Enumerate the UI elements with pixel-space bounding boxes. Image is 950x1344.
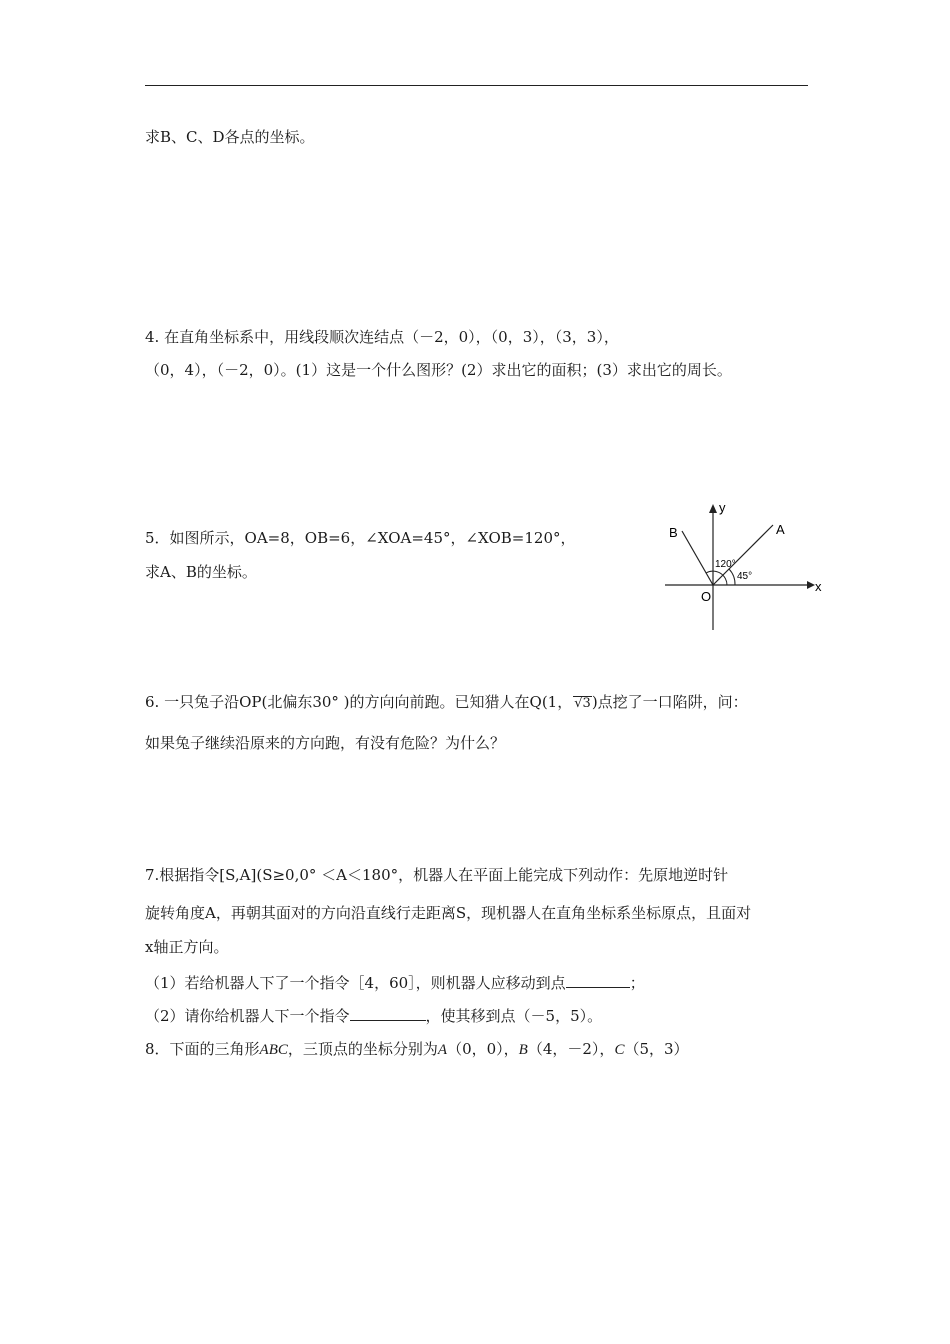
sqrt-radicand: 3 — [582, 696, 591, 711]
q8-c-coord: （5，3） — [624, 1040, 689, 1058]
header-rule — [145, 85, 808, 86]
q4-line1: 4. 在直角坐标系中，用线段顺次连结点（－2，0），（0，3），（3，3）， — [145, 328, 619, 346]
q7-sub2-end: ，使其移到点（－5，5）。 — [425, 1007, 603, 1025]
q7-sub2 — [145, 1005, 602, 1026]
q6-line1 — [145, 692, 748, 712]
answer-blank-2[interactable] — [350, 1005, 426, 1021]
q8-line1 — [145, 1039, 689, 1060]
label-x: x — [815, 579, 822, 594]
arc-45 — [729, 569, 735, 585]
q7-sub1-end: ； — [629, 974, 645, 992]
x-axis-arrow — [807, 581, 815, 589]
q8-prefix: 8．下面的三角形 — [145, 1040, 260, 1058]
label-y: y — [719, 500, 726, 515]
q7-line1: 7.根据指令[S,A](S≥0,0° ＜A＜180°，机器人在平面上能完成下列动作：先原地逆时针 — [145, 866, 729, 884]
q8-b-coord: （4，－2）， — [527, 1040, 615, 1058]
q4-line2: （0，4），（－2，0）。(1）这是一个什么图形？(2）求出它的面积；(3）求出它的周长。 — [145, 361, 732, 379]
q7-line2: 旋转角度A，再朝其面对的方向沿直线行走距离S，现机器人在直角坐标系坐标原点，且面对 — [145, 904, 752, 922]
y-axis-arrow — [709, 504, 717, 513]
q5-line1: 5．如图所示，OA=8，OB=6，∠XOA=45°，∠XOB=120°， — [145, 529, 576, 547]
q8-point-a: A — [437, 1042, 448, 1058]
label-angle-45: 45° — [737, 571, 753, 582]
label-a: A — [776, 522, 785, 537]
q6-line1-start: 6. 一只兔子沿OP(北偏东30° )的方向向前跑。已知猎人在Q(1， — [145, 693, 573, 711]
q6-line2: 如果兔子继续沿原来的方向跑，有没有危险？为什么？ — [145, 734, 506, 752]
q8-point-c: C — [614, 1042, 625, 1058]
q6-line1-end: )点挖了一口陷阱，问： — [591, 693, 748, 711]
label-b: B — [669, 525, 678, 540]
q8-triangle-name: ABC — [259, 1042, 288, 1058]
q8-point-b: B — [518, 1042, 528, 1058]
q8-mid: ，三顶点的坐标分别为 — [287, 1040, 438, 1058]
q5-line2: 求A、B的坐标。 — [145, 563, 257, 581]
label-angle-120: 120° — [715, 559, 736, 570]
label-o: O — [701, 589, 712, 604]
q7-line3: x轴正方向。 — [145, 938, 229, 956]
sqrt-icon: √3 — [574, 696, 591, 711]
answer-blank-1[interactable] — [566, 972, 630, 988]
q5-coordinate-figure — [655, 495, 825, 635]
q8-a-coord: （0，0）， — [447, 1040, 519, 1058]
q7-sub1 — [145, 972, 645, 993]
q7-sub2-text: （2）请你给机器人下一个指令 — [145, 1007, 350, 1025]
q7-sub1-text: （1）若给机器人下了一个指令［4，60］，则机器人应移动到点 — [145, 974, 566, 992]
ray-ob — [682, 531, 713, 585]
q3-tail-text: 求B、C、D各点的坐标。 — [145, 128, 315, 146]
